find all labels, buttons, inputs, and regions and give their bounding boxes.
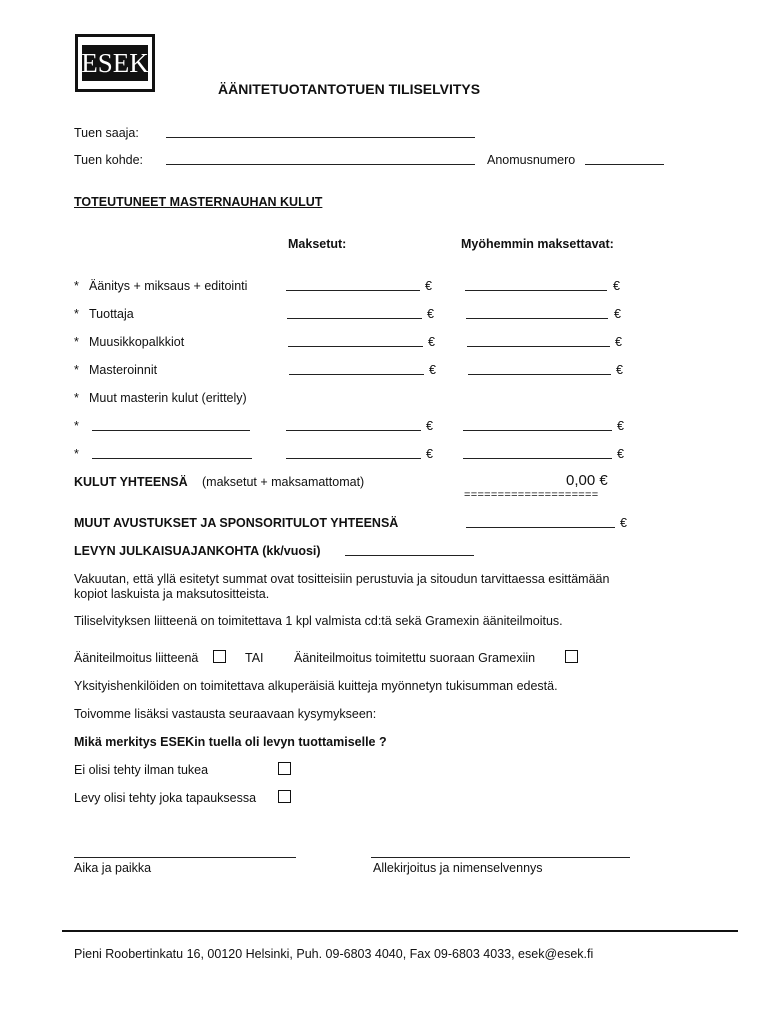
kulut-yhteensa-note: (maksetut + maksamattomat) <box>202 475 365 489</box>
muut-kulut-1-paid-field[interactable] <box>286 430 421 431</box>
option-joka-tapauksessa-label: Levy olisi tehty joka tapauksessa <box>74 791 257 805</box>
section-heading-kulut: TOTEUTUNEET MASTERNAUHAN KULUT <box>74 195 323 209</box>
col-header-myohemmin: Myöhemmin maksettavat: <box>461 237 614 251</box>
aika-paikka-field[interactable] <box>74 857 296 858</box>
currency-symbol: € <box>617 447 624 461</box>
row-label-muut-kulut: Muut masterin kulut (erittely) <box>89 391 247 405</box>
masteroinnit-paid-field[interactable] <box>289 374 424 375</box>
row-bullet: * <box>74 447 79 461</box>
muut-kulut-desc-2-field[interactable] <box>92 458 252 459</box>
form-title: ÄÄNITETUOTANTOTUEN TILISELVITYS <box>218 81 481 97</box>
yksityishenkilot-text: Yksityishenkilöiden on toimitettava alkuperäisiä kuitteja myönnetyn tukisumman edestä. <box>74 679 558 693</box>
total-double-underline: ==================== <box>464 489 599 501</box>
muut-avustukset-label: MUUT AVUSTUKSET JA SPONSORITULOT YHTEENSÄ <box>74 516 399 530</box>
logo-letters <box>82 45 148 81</box>
col-header-maksetut: Maksetut: <box>288 237 347 251</box>
tai-label: TAI <box>245 651 264 665</box>
tuen-kohde-field[interactable] <box>166 164 475 165</box>
esek-logo <box>75 34 155 92</box>
row-label-masteroinnit: Masteroinnit <box>89 363 158 377</box>
footer-divider <box>62 930 738 932</box>
aanitys-paid-field[interactable] <box>286 290 420 291</box>
logo-text: ESEK <box>81 48 149 78</box>
aika-paikka-label: Aika ja paikka <box>74 861 152 875</box>
vakuutus-text-line-2: kopiot laskuista ja maksutositteista. <box>74 587 270 601</box>
row-bullet: * <box>74 279 79 293</box>
currency-symbol: € <box>615 335 622 349</box>
vakuutus-text-line-1: Vakuutan, että yllä esitetyt summat ovat tositteisiin perustuvia ja sitoudun tarvittaessa esittämään <box>74 572 610 586</box>
muut-kulut-2-later-field[interactable] <box>463 458 612 459</box>
tuen-saaja-label: Tuen saaja: <box>74 126 139 140</box>
julkaisuajankohta-label: LEVYN JULKAISUAJANKOHTA (kk/vuosi) <box>74 544 321 558</box>
currency-symbol: € <box>425 279 432 293</box>
currency-symbol: € <box>617 419 624 433</box>
tuottaja-later-field[interactable] <box>466 318 608 319</box>
anomusnumero-field[interactable] <box>585 164 664 165</box>
julkaisuajankohta-field[interactable] <box>345 555 474 556</box>
kulut-yhteensa-label: KULUT YHTEENSÄ <box>74 475 188 489</box>
allekirjoitus-label: Allekirjoitus ja nimenselvennys <box>373 861 543 875</box>
tuottaja-paid-field[interactable] <box>287 318 422 319</box>
row-bullet: * <box>74 363 79 377</box>
currency-symbol: € <box>427 307 434 321</box>
option-joka-tapauksessa-checkbox[interactable] <box>278 790 291 803</box>
currency-symbol: € <box>616 363 623 377</box>
muusikkopalkkiot-paid-field[interactable] <box>288 346 423 347</box>
currency-symbol: € <box>428 335 435 349</box>
ilmoitus-suoraan-checkbox[interactable] <box>565 650 578 663</box>
anomusnumero-label: Anomusnumero <box>487 153 576 167</box>
question-text: Mikä merkitys ESEKin tuella oli levyn tuottamiselle ? <box>74 735 387 749</box>
muut-kulut-1-later-field[interactable] <box>463 430 612 431</box>
tuen-saaja-field[interactable] <box>166 137 475 138</box>
currency-symbol: € <box>620 516 627 530</box>
row-label-muusikkopalkkiot: Muusikkopalkkiot <box>89 335 185 349</box>
option-ilman-tukea-checkbox[interactable] <box>278 762 291 775</box>
currency-symbol: € <box>429 363 436 377</box>
allekirjoitus-field[interactable] <box>371 857 630 858</box>
muut-kulut-desc-1-field[interactable] <box>92 430 250 431</box>
ilmoitus-suoraan-label: Ääniteilmoitus toimitettu suoraan Gramexiin <box>294 651 536 665</box>
liite-text: Tiliselvityksen liitteenä on toimitettava 1 kpl valmista cd:tä sekä Gramexin ääniteilmoitus. <box>74 614 563 628</box>
ilmoitus-liitteena-label: Ääniteilmoitus liitteenä <box>74 651 199 665</box>
row-label-aanitys: Äänitys + miksaus + editointi <box>89 279 248 293</box>
row-bullet: * <box>74 419 79 433</box>
row-label-tuottaja: Tuottaja <box>89 307 134 321</box>
muut-kulut-2-paid-field[interactable] <box>286 458 421 459</box>
ilmoitus-liitteena-checkbox[interactable] <box>213 650 226 663</box>
row-bullet: * <box>74 307 79 321</box>
masteroinnit-later-field[interactable] <box>468 374 611 375</box>
footer-address: Pieni Roobertinkatu 16, 00120 Helsinki, Puh. 09-6803 4040, Fax 09-6803 4033, esek@esek.fi <box>74 947 594 961</box>
row-bullet: * <box>74 335 79 349</box>
currency-symbol: € <box>426 419 433 433</box>
kulut-yhteensa-value: 0,00 € <box>566 472 608 489</box>
aanitys-later-field[interactable] <box>465 290 607 291</box>
currency-symbol: € <box>426 447 433 461</box>
muut-avustukset-field[interactable] <box>466 527 615 528</box>
toivomme-text: Toivomme lisäksi vastausta seuraavaan kysymykseen: <box>74 707 377 721</box>
option-ilman-tukea-label: Ei olisi tehty ilman tukea <box>74 763 209 777</box>
row-bullet: * <box>74 391 79 405</box>
currency-symbol: € <box>613 279 620 293</box>
tuen-kohde-label: Tuen kohde: <box>74 153 144 167</box>
currency-symbol: € <box>614 307 621 321</box>
muusikkopalkkiot-later-field[interactable] <box>467 346 610 347</box>
